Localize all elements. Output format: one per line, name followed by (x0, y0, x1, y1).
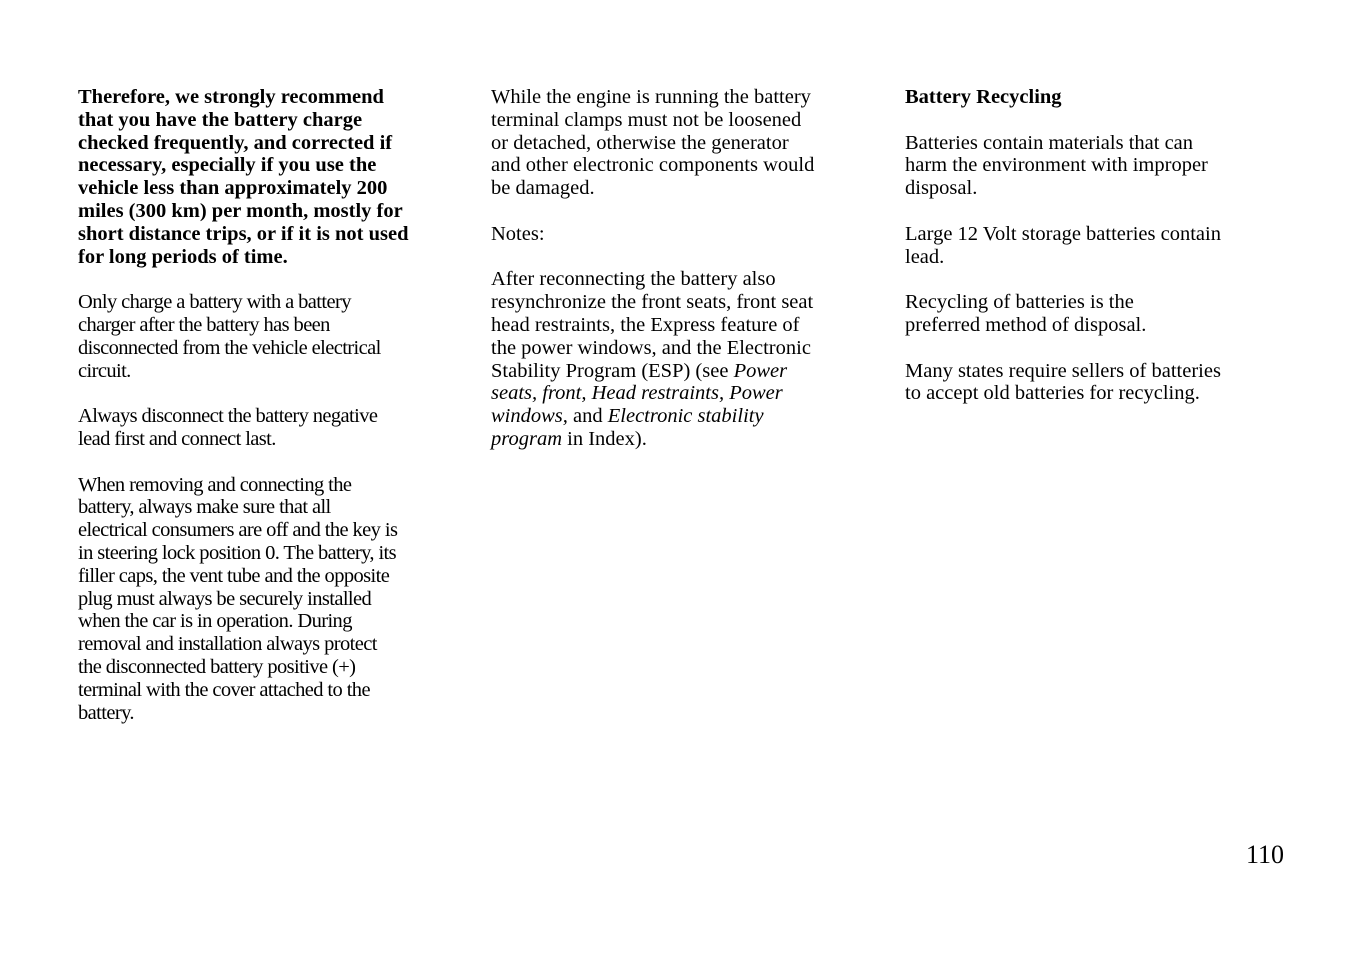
recycling-paragraph-1: Batteries contain materials that can harm the environment with improper disposal. (905, 131, 1208, 200)
recycling-paragraph-4: Many states require sellers of batteries to accept old batteries for recycling. (905, 359, 1221, 405)
reconnect-text-part-2: and (567, 405, 608, 428)
charge-recommendation-paragraph: Therefore, we strongly recommend that you have the battery charge checked frequently, and corrected if necessary, especially if you use the vehicle less than approximately 200 miles (300 km) per month, mostly for short distance trips, or if it is not used for long periods of time. (78, 86, 409, 268)
charging-instruction-paragraph: Only charge a battery with a battery charger after the battery has been disconnected from the vehicle electrical circuit. (78, 291, 381, 382)
middle-column (491, 86, 866, 474)
disconnect-order-paragraph: Always disconnect the battery negative lead first and connect last. (78, 405, 378, 450)
notes-heading: Notes: (491, 222, 545, 245)
right-column (905, 86, 1275, 428)
reconnect-text-part-1: After reconnecting the battery also resynchronize the front seats, front seat head restraints, the Express feature of the power windows, and the Electronic Stability Program (ESP) (see (491, 268, 814, 382)
battery-recycling-heading: Battery Recycling (905, 86, 1062, 108)
removal-installation-paragraph: When removing and connecting the battery, always make sure that all electrical consumers are off and the key is in steering lock position 0. The battery, its filler caps, the vent tube and the opposite plug must always be securely installed when the car is in operation. During removal and installation always protect the disconnected battery positive (+) terminal with the cover attached to the battery. (78, 473, 398, 724)
left-column (78, 86, 448, 747)
recycling-paragraph-2: Large 12 Volt storage batteries contain lead. (905, 222, 1221, 268)
page-number: 110 (1246, 840, 1285, 869)
reconnect-notes-paragraph (491, 268, 866, 450)
index-reference-2: Electronic stability program (491, 405, 764, 450)
engine-running-warning-paragraph: While the engine is running the battery terminal clamps must not be loosened or detached, otherwise the generator and other electronic components would be damaged. (491, 86, 815, 200)
reconnect-text-part-3: in Index). (562, 427, 647, 450)
recycling-paragraph-3: Recycling of batteries is the preferred method of disposal. (905, 291, 1147, 336)
index-reference-1: Power seats, front, Head restraints, Power windows, (491, 359, 788, 428)
